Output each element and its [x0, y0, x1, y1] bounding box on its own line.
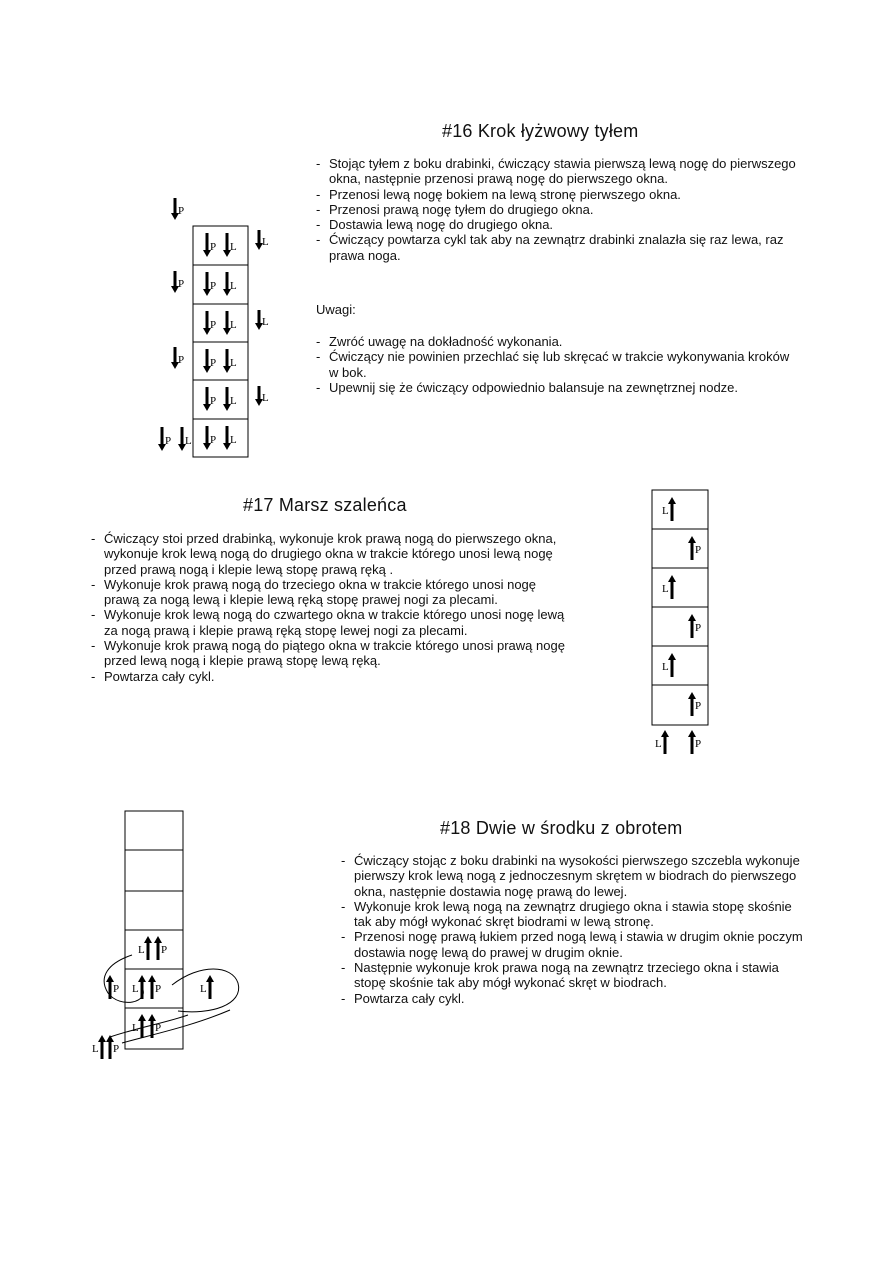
list-item: - Przenosi lewą nogę bokiem na lewą stronę pierwszego okna. — [316, 187, 796, 202]
left-foot-label: L — [230, 357, 237, 370]
left-foot-label: L — [230, 241, 237, 254]
right-foot-label: P — [695, 544, 702, 557]
right-foot-label: P — [113, 983, 120, 996]
right-foot-label: P — [210, 395, 217, 408]
section-17-steps — [91, 531, 566, 684]
right-foot-label: P — [155, 1022, 162, 1035]
left-foot-label: L — [92, 1043, 99, 1056]
list-item: - Dostawia lewą nogę do drugiego okna. — [316, 217, 796, 232]
left-foot-label: L — [662, 505, 669, 518]
list-item: - Ćwiczący powtarza cykl tak aby na zewnątrz drabinki znalazła się raz lewa, raz prawa noga. — [316, 232, 796, 263]
list-item: - Przenosi nogę prawą łukiem przed nogą lewą i stawia w drugim oknie poczym dostawia nogę lewą do prawej w drugim oknie. — [341, 929, 803, 960]
foot-marks-17 — [655, 497, 701, 754]
right-foot-label: P — [210, 280, 217, 293]
left-foot-label: L — [230, 434, 237, 447]
ladder-diagram-17 — [645, 485, 725, 760]
list-item: - Wykonuje krok prawą nogą do trzeciego okna w trakcie którego unosi nogę prawą za nogą lewą i klepie lewą ręką stopę prawej nogi za plecami. — [91, 577, 566, 608]
right-foot-label: P — [165, 435, 172, 448]
left-foot-label: L — [655, 738, 662, 751]
left-foot-label: L — [662, 583, 669, 596]
left-foot-label: L — [132, 1022, 139, 1035]
arrow-up-icon — [138, 975, 146, 999]
ladder-diagram-16 — [150, 190, 280, 460]
foot-marks-16 — [158, 198, 269, 451]
left-foot-label: L — [662, 661, 669, 674]
right-foot-label: P — [695, 700, 702, 713]
right-foot-label: P — [155, 983, 162, 996]
section-18-title: #18 Dwie w środku z obrotem — [440, 818, 683, 838]
arrow-up-icon — [98, 1035, 106, 1059]
right-foot-label: P — [210, 357, 217, 370]
left-foot-label: L — [132, 983, 139, 996]
right-foot-label: P — [210, 241, 217, 254]
ladder-frame — [652, 490, 708, 725]
list-item: - Wykonuje krok lewą nogą do czwartego okna w trakcie którego unosi nogę lewą za nogą prawą i klepie prawą ręką stopę lewej nogi za plecami. — [91, 607, 566, 638]
list-item: - Wykonuje krok lewą nogą na zewnątrz drugiego okna i stawia stopę skośnie tak aby mógł wykonać skręt biodrami w lewą stronę. — [341, 899, 803, 930]
list-item: - Ćwiczący stojąc z boku drabinki na wysokości pierwszego szczebla wykonuje pierwszy krok lewą nogą z jednoczesnym skrętem w biodrach do pierwszego okna, następnie dostawia nogę prawą do lewej. — [341, 853, 803, 899]
section-17-title: #17 Marsz szaleńca — [243, 495, 407, 515]
right-foot-label: P — [178, 278, 185, 291]
right-foot-label: P — [210, 434, 217, 447]
ladder-frame — [193, 226, 248, 457]
arrow-up-icon — [206, 975, 214, 999]
left-foot-label: L — [200, 983, 207, 996]
list-item: - Upewnij się że ćwiczący odpowiednio balansuje na zewnętrznej nodze. — [316, 380, 796, 395]
left-foot-label: L — [185, 435, 192, 448]
list-item: - Zwróć uwagę na dokładność wykonania. — [316, 334, 796, 349]
left-foot-label: L — [230, 319, 237, 332]
section-16-notes — [316, 334, 796, 395]
arrow-up-icon — [668, 497, 676, 521]
right-foot-label: P — [178, 205, 185, 218]
arrow-up-icon — [661, 730, 669, 754]
right-foot-label: P — [695, 622, 702, 635]
left-foot-label: L — [262, 236, 269, 248]
arrow-up-icon — [138, 1014, 146, 1038]
arrow-up-icon — [668, 575, 676, 599]
left-foot-label: L — [230, 280, 237, 293]
ladder-diagram-18 — [80, 805, 250, 1070]
list-item: - Powtarza cały cykl. — [91, 669, 566, 684]
list-item: - Stojąc tyłem z boku drabinki, ćwiczący stawia pierwszą lewą nogę do pierwszego okna, następnie przenosi prawą nogę do pierwszego okna. — [316, 156, 796, 187]
movement-paths — [104, 955, 239, 1043]
right-foot-label: P — [695, 738, 702, 751]
list-item: - Wykonuje krok prawą nogą do piątego okna w trakcie którego unosi prawą nogę przed lewą nogą i klepie prawą stopę lewą ręką. — [91, 638, 566, 669]
list-item: - Przenosi prawą nogę tyłem do drugiego okna. — [316, 202, 796, 217]
section-18-steps — [341, 853, 803, 1006]
left-foot-label: L — [230, 395, 237, 408]
right-foot-label: P — [113, 1043, 120, 1056]
left-foot-label: L — [138, 944, 145, 957]
right-foot-label: P — [210, 319, 217, 332]
list-item: - Następnie wykonuje krok prawa nogą na zewnątrz trzeciego okna i stawia stopę skośnie tak aby mógł wykonać skręt w biodrach. — [341, 960, 803, 991]
foot-marks-18 — [92, 936, 214, 1059]
list-item: - Powtarza cały cykl. — [341, 991, 803, 1006]
arrow-up-icon — [668, 653, 676, 677]
right-foot-label: P — [161, 944, 168, 957]
step-path-2 — [110, 1015, 188, 1037]
notes-label: Uwagi: — [316, 302, 356, 317]
left-foot-label: L — [262, 392, 269, 404]
arrow-up-icon — [144, 936, 152, 960]
section-16-steps — [316, 156, 796, 263]
section-16-title: #16 Krok łyżwowy tyłem — [442, 121, 639, 141]
list-item: - Ćwiczący nie powinien przechlać się lub skręcać w trakcie wykonywania kroków w bok. — [316, 349, 796, 380]
ladder-frame — [125, 811, 183, 1049]
right-foot-label: P — [178, 354, 185, 367]
list-item: - Ćwiczący stoi przed drabinką, wykonuje krok prawą nogą do pierwszego okna, wykonuje krok lewą nogą do drugiego okna w trakcie którego unosi lewą nogę przed prawą nogą i klepie lewą stopę prawą ręką . — [91, 531, 566, 577]
left-foot-label: L — [262, 316, 269, 328]
